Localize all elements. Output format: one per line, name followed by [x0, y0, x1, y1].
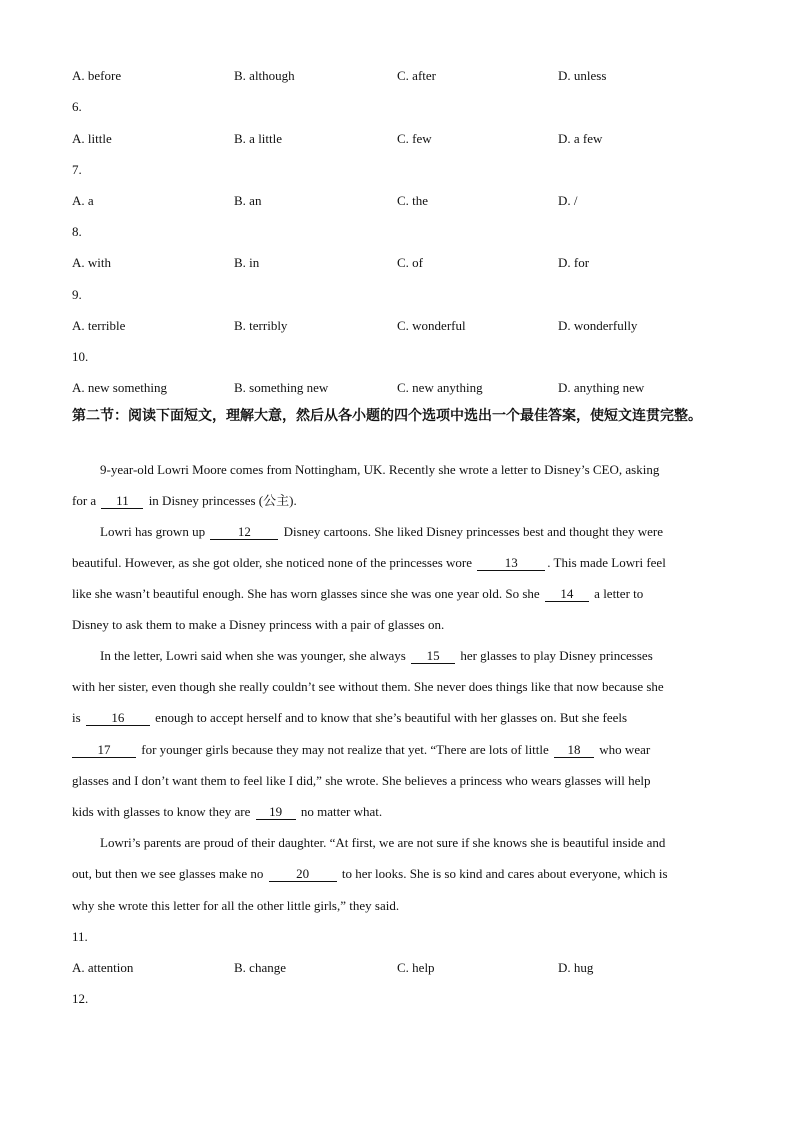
passage-line: [72, 491, 297, 511]
q8-option-b[interactable]: B. in: [234, 255, 260, 270]
passage-text: to her looks. She is so kind and cares about everyone, which is: [341, 866, 668, 881]
blank-17[interactable]: 17: [72, 742, 136, 758]
q10-option-a[interactable]: A. new something: [72, 380, 167, 395]
blank-11[interactable]: 11: [101, 493, 143, 509]
passage-text: a letter to: [594, 586, 644, 601]
passage-text: for younger girls because they may not realize that yet. “There are lots of little: [141, 742, 549, 757]
passage-text: like she wasn’t beautiful enough. She has worn glasses since she was one year old. So she: [72, 586, 540, 601]
q8-option-a[interactable]: A. with: [72, 255, 111, 270]
q7-option-b[interactable]: B. an: [234, 193, 262, 208]
passage-line: Disney to ask them to make a Disney princess with a pair of glasses on.: [72, 617, 445, 632]
q5-option-b[interactable]: B. although: [234, 68, 295, 83]
passage-text: kids with glasses to know they are: [72, 804, 251, 819]
section-heading: 第二节：阅读下面短文，理解大意，然后从各小题的四个选项中选出一个最佳答案，使短文连贯完整。: [72, 408, 702, 424]
passage-line: [72, 864, 668, 884]
passage-text: is: [72, 710, 81, 725]
blank-12[interactable]: 12: [210, 524, 278, 540]
q5-option-a[interactable]: A. before: [72, 68, 122, 83]
blank-15[interactable]: 15: [411, 648, 455, 664]
passage-line: [72, 740, 650, 760]
q10-option-b[interactable]: B. something new: [234, 380, 329, 395]
q11-option-b[interactable]: B. change: [234, 960, 286, 975]
blank-13[interactable]: 13: [477, 555, 545, 571]
blank-16[interactable]: 16: [86, 710, 150, 726]
passage-line: [72, 708, 627, 728]
blank-19[interactable]: 19: [256, 804, 296, 820]
blank-20[interactable]: 20: [269, 866, 337, 882]
passage-text: . This made Lowri feel: [547, 555, 666, 570]
q8-option-c[interactable]: C. of: [397, 255, 423, 270]
blank-18[interactable]: 18: [554, 742, 594, 758]
q10-number: 10.: [72, 349, 89, 364]
q5-option-c[interactable]: C. after: [397, 68, 436, 83]
q8-option-d[interactable]: D. for: [558, 255, 590, 270]
passage-text: no matter what.: [300, 804, 383, 819]
passage-line: [72, 802, 382, 822]
q8-number: 8.: [72, 224, 82, 239]
q11-option-d[interactable]: D. hug: [558, 960, 594, 975]
passage-text: Lowri has grown up: [100, 524, 206, 539]
q9-number: 9.: [72, 287, 82, 302]
passage-line: why she wrote this letter for all the other little girls,” they said.: [72, 898, 400, 913]
q7-option-d[interactable]: D. /: [558, 193, 578, 208]
q7-option-c[interactable]: C. the: [397, 193, 429, 208]
q12-number: 12.: [72, 991, 89, 1006]
q6-option-c[interactable]: C. few: [397, 131, 432, 146]
q10-option-c[interactable]: C. new anything: [397, 380, 483, 395]
q11-number: 11.: [72, 929, 88, 944]
q10-option-d[interactable]: D. anything new: [558, 380, 645, 395]
passage-text: who wear: [599, 742, 651, 757]
q9-option-a[interactable]: A. terrible: [72, 318, 126, 333]
passage-line: [72, 553, 666, 573]
passage-text: In the letter, Lowri said when she was younger, she always: [100, 648, 406, 663]
passage-text: for a: [72, 493, 97, 508]
passage-line: [100, 646, 653, 666]
passage-text: out, but then we see glasses make no: [72, 866, 264, 881]
passage-line: glasses and I don’t want them to feel like I did,” she wrote. She believes a princess who wears glasses will help: [72, 773, 651, 788]
passage-line: [72, 584, 643, 604]
q9-option-d[interactable]: D. wonderfully: [558, 318, 638, 333]
passage-line: Lowri’s parents are proud of their daughter. “At first, we are not sure if she knows she is beautiful inside and: [100, 835, 666, 850]
q11-option-a[interactable]: A. attention: [72, 960, 134, 975]
q6-option-b[interactable]: B. a little: [234, 131, 283, 146]
passage-line: with her sister, even though she really couldn’t see without them. She never does things like that now because she: [72, 679, 664, 694]
q11-option-c[interactable]: C. help: [397, 960, 435, 975]
q7-option-a[interactable]: A. a: [72, 193, 94, 208]
q6-number: 6.: [72, 99, 82, 114]
passage-text: in Disney princesses (公主).: [148, 493, 297, 508]
passage-text: Disney cartoons. She liked Disney princesses best and thought they were: [283, 524, 664, 539]
q5-option-d[interactable]: D. unless: [558, 68, 607, 83]
q7-number: 7.: [72, 162, 82, 177]
passage-line: 9-year-old Lowri Moore comes from Nottingham, UK. Recently she wrote a letter to Disney’s CEO, asking: [100, 462, 660, 477]
q9-option-b[interactable]: B. terribly: [234, 318, 288, 333]
q9-option-c[interactable]: C. wonderful: [397, 318, 466, 333]
blank-14[interactable]: 14: [545, 586, 589, 602]
passage-line: [100, 522, 663, 542]
q6-option-a[interactable]: A. little: [72, 131, 112, 146]
passage-text: beautiful. However, as she got older, she noticed none of the princesses wore: [72, 555, 473, 570]
q6-option-d[interactable]: D. a few: [558, 131, 603, 146]
passage-text: her glasses to play Disney princesses: [460, 648, 653, 663]
passage-text: enough to accept herself and to know that she’s beautiful with her glasses on. But she feels: [155, 710, 628, 725]
